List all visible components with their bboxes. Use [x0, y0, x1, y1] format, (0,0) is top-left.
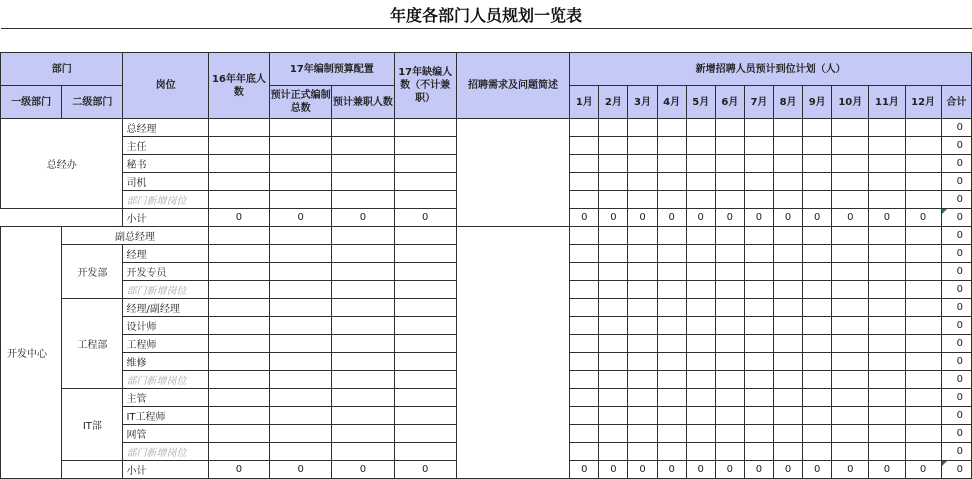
row-total[interactable]: 0	[941, 425, 971, 443]
sheet-title: 年度各部门人员规划一览表	[1, 0, 972, 29]
subtotal-value: 0	[394, 209, 456, 227]
row-total[interactable]: 0	[941, 209, 971, 227]
subtotal-value: 0	[869, 209, 905, 227]
header-dept: 部门	[1, 53, 123, 86]
row-total[interactable]: 0	[941, 191, 971, 209]
header-month-3: 3月	[628, 86, 657, 119]
row-total[interactable]: 0	[941, 317, 971, 335]
row-total[interactable]: 0	[941, 263, 971, 281]
subtotal-value: 0	[774, 209, 803, 227]
position-cell[interactable]: IT工程师	[123, 407, 208, 425]
subtotal-value: 0	[715, 209, 744, 227]
subtotal-value: 0	[905, 461, 941, 479]
header-total: 合计	[941, 86, 971, 119]
subtotal-value: 0	[628, 461, 657, 479]
dept-dev: 开发部	[62, 245, 123, 299]
subtotal-value: 0	[803, 461, 832, 479]
row-total[interactable]: 0	[941, 353, 971, 371]
new-position-cell[interactable]: 部门新增岗位	[123, 443, 208, 461]
position-cell[interactable]: 主任	[123, 137, 208, 155]
header-month-4: 4月	[657, 86, 686, 119]
subtotal-value: 0	[332, 209, 394, 227]
subtotal-value: 0	[686, 461, 715, 479]
subtotal-value: 0	[905, 209, 941, 227]
position-cell[interactable]: 经理/副经理	[123, 299, 208, 317]
row-total[interactable]: 0	[941, 119, 971, 137]
subtotal-value: 0	[832, 209, 869, 227]
subtotal-value: 0	[208, 209, 269, 227]
subtotal-value: 0	[744, 209, 773, 227]
row-total[interactable]: 0	[941, 245, 971, 263]
header-month-6: 6月	[715, 86, 744, 119]
row-total[interactable]: 0	[941, 281, 971, 299]
header-month-12: 12月	[905, 86, 941, 119]
new-position-cell[interactable]: 部门新增岗位	[123, 281, 208, 299]
position-cell[interactable]: 主管	[123, 389, 208, 407]
subtotal-value: 0	[657, 461, 686, 479]
row-total[interactable]: 0	[941, 407, 971, 425]
position-cell[interactable]: 经理	[123, 245, 208, 263]
row-total[interactable]: 0	[941, 461, 971, 479]
subtotal-value: 0	[744, 461, 773, 479]
header-recruit-notes: 招聘需求及问题简述	[456, 53, 569, 119]
row-total[interactable]: 0	[941, 173, 971, 191]
position-cell[interactable]: 秘书	[123, 155, 208, 173]
subtotal-value: 0	[270, 461, 332, 479]
recruit-notes-cell[interactable]	[456, 119, 569, 227]
position-cell[interactable]: 开发专员	[123, 263, 208, 281]
dept-zongjingban: 总经办	[1, 119, 123, 209]
dept-eng: 工程部	[62, 299, 123, 389]
subtotal-value: 0	[394, 461, 456, 479]
header-month-1: 1月	[570, 86, 599, 119]
header-vacancy-17: 17年缺编人数（不计兼职）	[394, 53, 456, 119]
row-total[interactable]: 0	[941, 137, 971, 155]
new-position-cell[interactable]: 部门新增岗位	[123, 191, 208, 209]
subtotal-value: 0	[774, 461, 803, 479]
position-cell[interactable]: 网管	[123, 425, 208, 443]
header-budget-fulltime: 预计正式编制总数	[270, 86, 332, 119]
position-cell[interactable]: 工程师	[123, 335, 208, 353]
position-cell[interactable]: 设计师	[123, 317, 208, 335]
recruit-notes-cell[interactable]	[456, 227, 569, 479]
dept-dev-center: 开发中心	[1, 227, 62, 479]
row-total[interactable]: 0	[941, 155, 971, 173]
header-month-10: 10月	[832, 86, 869, 119]
header-month-7: 7月	[744, 86, 773, 119]
subtotal-value: 0	[832, 461, 869, 479]
header-budget-17: 17年编制预算配置	[270, 53, 395, 86]
subtotal-value: 0	[570, 209, 599, 227]
header-month-8: 8月	[774, 86, 803, 119]
subtotal-value: 0	[869, 461, 905, 479]
header-month-11: 11月	[869, 86, 905, 119]
dept-it: IT部	[62, 389, 123, 461]
row-total[interactable]: 0	[941, 389, 971, 407]
header-month-5: 5月	[686, 86, 715, 119]
row-total[interactable]: 0	[941, 227, 971, 245]
subtotal-value: 0	[657, 209, 686, 227]
subtotal-value: 0	[270, 209, 332, 227]
header-headcount-16: 16年年底人数	[208, 53, 269, 119]
subtotal-value: 0	[599, 461, 628, 479]
subtotal-label: 小计	[123, 209, 208, 227]
row-total[interactable]: 0	[941, 443, 971, 461]
header-month-9: 9月	[803, 86, 832, 119]
subtotal-value: 0	[628, 209, 657, 227]
header-hire-plan: 新增招聘人员预计到位计划（人）	[570, 53, 972, 86]
subtotal-value: 0	[599, 209, 628, 227]
row-total[interactable]: 0	[941, 371, 971, 389]
subtotal-value: 0	[803, 209, 832, 227]
new-position-cell[interactable]: 部门新增岗位	[123, 371, 208, 389]
subtotal-value: 0	[208, 461, 269, 479]
header-month-2: 2月	[599, 86, 628, 119]
position-cell[interactable]: 总经理	[123, 119, 208, 137]
header-dept-level2: 二级部门	[62, 86, 123, 119]
subtotal-value: 0	[332, 461, 394, 479]
row-total[interactable]: 0	[941, 299, 971, 317]
header-dept-level1: 一级部门	[1, 86, 62, 119]
position-cell[interactable]: 司机	[123, 173, 208, 191]
subtotal-value: 0	[715, 461, 744, 479]
position-deputy-gm[interactable]: 副总经理	[62, 227, 209, 245]
row-total[interactable]: 0	[941, 335, 971, 353]
spacer-row	[1, 29, 972, 53]
subtotal-value: 0	[570, 461, 599, 479]
header-position: 岗位	[123, 53, 208, 119]
header-budget-parttime: 预计兼职人数	[332, 86, 394, 119]
subtotal-label: 小计	[123, 461, 208, 479]
position-cell[interactable]: 维修	[123, 353, 208, 371]
subtotal-value: 0	[686, 209, 715, 227]
